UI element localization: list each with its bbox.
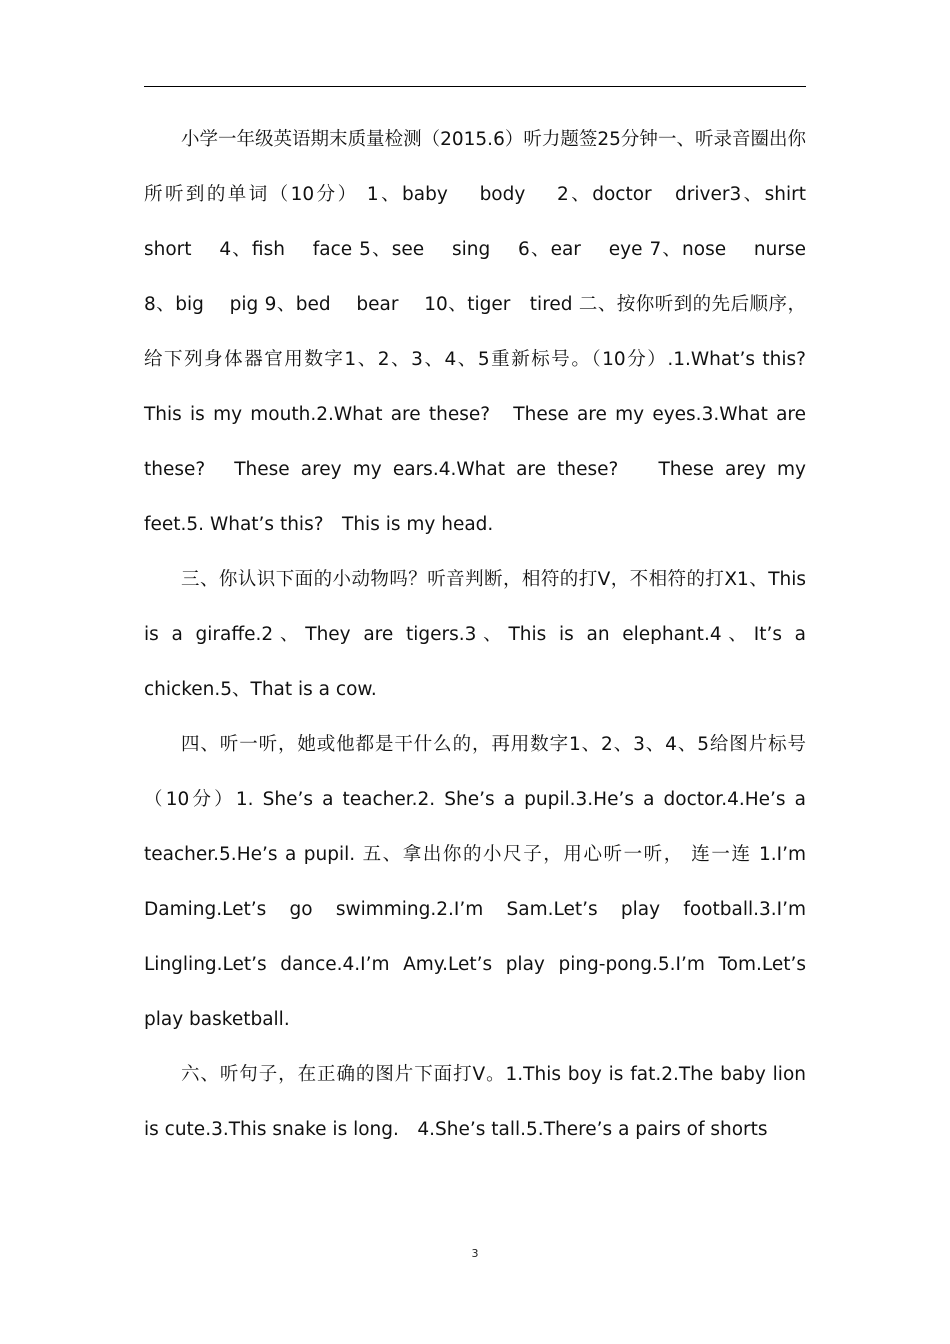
paragraph-section-4-5: 四、听一听，她或他都是干什么的，再用数字1、2、3、4、5给图片标号（10分）1. She’s a teacher.2. She’s a pupil.3.He’s a doctor.4.He’s a teacher.5.He’s a pupil. 五、拿出你的小尺子，用心听一听， 连一连 1.I’m Daming.Let’s go swimming.2.I’m Sam.Let’s play football.3.I’m Lingling.Let’s dance.4.I’m Amy.Let’s play ping-pong.5.I’m Tom.Let’s play basketball.	[144, 734, 806, 1030]
page-number: 3	[471, 1247, 479, 1260]
document-body	[144, 112, 831, 1157]
header-rule	[144, 86, 806, 87]
paragraph-section-6: 六、听句子，在正确的图片下面打V。1.This boy is fat.2.The baby lion is cute.3.This snake is long. 4.She’s tall.5.There’s a pairs of shorts	[144, 1064, 806, 1140]
paragraph-section-3: 三、你认识下面的小动物吗？听音判断，相符的打V，不相符的打X1、This is a giraffe.2、They are tigers.3、This is an elephant.4、It’s a chicken.5、That is a cow.	[144, 569, 806, 700]
paragraph-section-1-2: 小学一年级英语期末质量检测（2015.6）听力题签25分钟一、听录音圈出你所听到的单词（10分） 1、baby body 2、doctor driver3、shirt short 4、fish face 5、see sing 6、ear eye 7、nose nurse 8、big pig 9、bed bear 10、tiger tired 二、按你听到的先后顺序，给下列身体器官用数字1、2、3、4、5重新标号。（10分）.1.What’s this? This is my mouth.2.What are these? These are my eyes.3.What are these? These arey my ears.4.What are these? These arey my feet.5. What’s this? This is my head.	[144, 129, 831, 535]
